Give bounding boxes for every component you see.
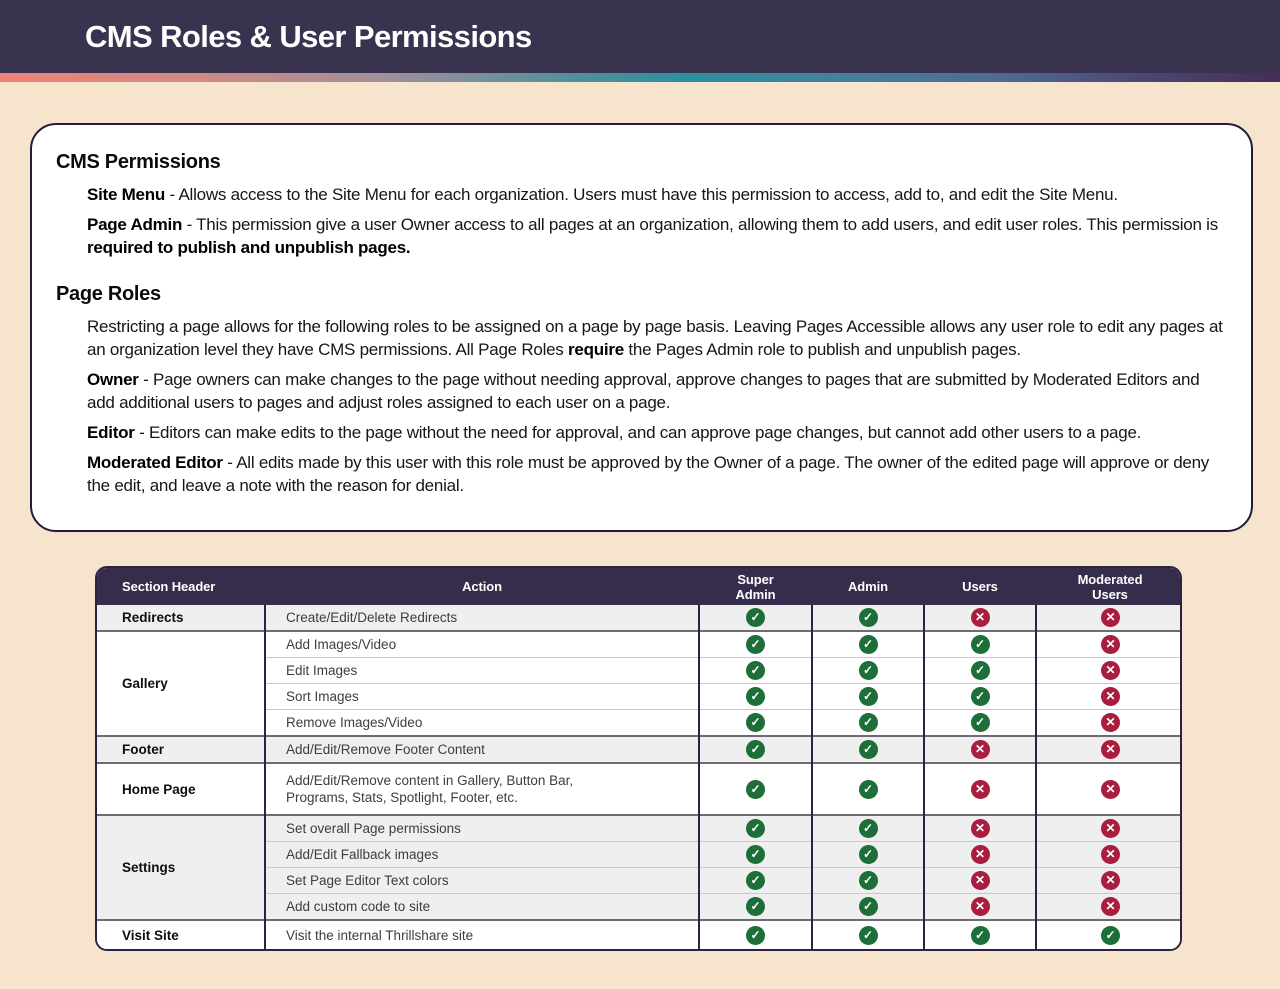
check-circle-icon: ✓ [746,661,765,680]
action-cell: Create/Edit/Delete Redirects [265,605,699,631]
check-circle-icon: ✓ [859,661,878,680]
permission-cell [699,868,812,894]
permission-cell [1036,736,1182,763]
x-circle-icon: ✕ [1101,608,1120,627]
permission-cell [812,658,924,684]
check-circle-icon: ✓ [746,819,765,838]
permission-cell [812,736,924,763]
permission-cell [699,920,812,949]
section-header-cell: Settings [97,815,265,920]
permission-cell [699,658,812,684]
permission-cell [812,631,924,658]
x-circle-icon: ✕ [1101,635,1120,654]
table-row [97,815,1182,842]
permission-cell [699,736,812,763]
column-header: Action [265,568,699,605]
permission-cell [924,736,1036,763]
permission-cell [812,815,924,842]
check-circle-icon: ✓ [859,635,878,654]
check-circle-icon: ✓ [859,871,878,890]
table-row [97,920,1182,949]
permission-cell [699,815,812,842]
action-cell: Set Page Editor Text colors [265,868,699,894]
permission-cell [924,710,1036,737]
card-section-heading: Page Roles [56,283,161,305]
section-header-cell: Redirects [97,605,265,631]
card-paragraph: Editor - Editors can make edits to the page without the need for approval, and can approve page changes, but cannot add other users to a page. [87,423,1142,442]
gradient-divider [0,73,1280,82]
permission-cell [1036,710,1182,737]
check-circle-icon: ✓ [746,845,765,864]
info-card [30,123,1253,532]
action-cell: Add Images/Video [265,631,699,658]
card-paragraph: Owner - Page owners can make changes to the page without needing approval, approve changes to pages that are submitted by Moderated Editors and add additional users to pages and adjust roles assigned to each user on a page. [87,370,1200,412]
permission-cell [924,763,1036,815]
x-circle-icon: ✕ [1101,819,1120,838]
permission-cell [924,815,1036,842]
x-circle-icon: ✕ [971,871,990,890]
permission-cell [1036,815,1182,842]
x-circle-icon: ✕ [1101,845,1120,864]
action-cell: Remove Images/Video [265,710,699,737]
permission-cell [1036,605,1182,631]
x-circle-icon: ✕ [1101,661,1120,680]
permission-cell [699,842,812,868]
x-circle-icon: ✕ [971,740,990,759]
check-circle-icon: ✓ [859,845,878,864]
permissions-table [97,568,1182,949]
section-header-cell: Gallery [97,631,265,736]
action-cell: Visit the internal Thrillshare site [265,920,699,949]
card-section-heading: CMS Permissions [56,151,221,173]
x-circle-icon: ✕ [971,608,990,627]
table-row [97,631,1182,658]
permission-cell [1036,920,1182,949]
x-circle-icon: ✕ [971,780,990,799]
action-cell: Add/Edit/Remove Footer Content [265,736,699,763]
action-cell: Edit Images [265,658,699,684]
x-circle-icon: ✕ [1101,687,1120,706]
check-circle-icon: ✓ [971,926,990,945]
permission-cell [1036,868,1182,894]
section-header-cell: Home Page [97,763,265,815]
check-circle-icon: ✓ [746,635,765,654]
permission-cell [924,631,1036,658]
check-circle-icon: ✓ [859,897,878,916]
permission-cell [1036,631,1182,658]
permission-cell [924,868,1036,894]
x-circle-icon: ✕ [1101,780,1120,799]
column-header: Admin [812,568,924,605]
permission-cell [924,920,1036,949]
table-row [97,605,1182,631]
permission-cell [1036,763,1182,815]
check-circle-icon: ✓ [971,661,990,680]
permission-cell [699,684,812,710]
x-circle-icon: ✕ [1101,897,1120,916]
check-circle-icon: ✓ [746,740,765,759]
permission-cell [924,605,1036,631]
check-circle-icon: ✓ [859,926,878,945]
check-circle-icon: ✓ [746,713,765,732]
permission-cell [812,710,924,737]
permission-cell [699,894,812,921]
permission-cell [699,605,812,631]
check-circle-icon: ✓ [971,713,990,732]
check-circle-icon: ✓ [746,780,765,799]
card-paragraph: Page Admin - This permission give a user Owner access to all pages at an organization, allowing them to add users, and edit user roles. This permission is required to publish and unpublish pages. [87,215,1218,257]
table-row [97,736,1182,763]
check-circle-icon: ✓ [859,713,878,732]
page-title: CMS Roles & User Permissions [85,18,532,54]
permission-cell [812,894,924,921]
permission-cell [924,684,1036,710]
check-circle-icon: ✓ [859,740,878,759]
permission-cell [1036,658,1182,684]
permission-cell [812,684,924,710]
column-header: Users [924,568,1036,605]
check-circle-icon: ✓ [859,687,878,706]
x-circle-icon: ✕ [971,819,990,838]
permission-cell [812,605,924,631]
check-circle-icon: ✓ [746,926,765,945]
check-circle-icon: ✓ [859,819,878,838]
permission-cell [812,763,924,815]
permission-cell [1036,684,1182,710]
column-header: Super Admin [699,568,812,605]
permission-cell [1036,842,1182,868]
table-body [97,605,1182,949]
x-circle-icon: ✕ [1101,713,1120,732]
table-header-row [97,568,1182,605]
x-circle-icon: ✕ [1101,871,1120,890]
table-row [97,763,1182,815]
permission-cell [699,763,812,815]
column-header: Moderated Users [1036,568,1182,605]
card-paragraph: Site Menu - Allows access to the Site Menu for each organization. Users must have this permission to access, add to, and edit the Site Menu. [87,185,1118,204]
card-paragraph: Moderated Editor - All edits made by this user with this role must be approved by the Owner of a page. The owner of the edited page will approve or deny the edit, and leave a note with the reason for denial. [87,453,1210,495]
permission-cell [699,710,812,737]
action-cell: Add/Edit Fallback images [265,842,699,868]
check-circle-icon: ✓ [859,780,878,799]
page-header-bar [0,0,1280,73]
permission-cell [924,658,1036,684]
permission-cell [812,868,924,894]
check-circle-icon: ✓ [746,897,765,916]
card-paragraph: Restricting a page allows for the following roles to be assigned on a page by page basis. Leaving Pages Accessible allows any user role to edit any pages at an organization level they have CMS permissions. All Page Roles require the Pages Admin role to publish and unpublish pages. [87,317,1223,359]
permission-cell [812,920,924,949]
action-cell: Sort Images [265,684,699,710]
check-circle-icon: ✓ [746,871,765,890]
action-cell: Add/Edit/Remove content in Gallery, Button Bar, Programs, Stats, Spotlight, Footer, etc. [265,763,699,815]
section-header-cell: Footer [97,736,265,763]
action-cell: Set overall Page permissions [265,815,699,842]
permission-cell [924,842,1036,868]
check-circle-icon: ✓ [746,608,765,627]
table-header [97,568,1182,605]
check-circle-icon: ✓ [859,608,878,627]
permission-cell [924,894,1036,921]
check-circle-icon: ✓ [746,687,765,706]
permission-cell [699,631,812,658]
check-circle-icon: ✓ [971,687,990,706]
x-circle-icon: ✕ [971,897,990,916]
check-circle-icon: ✓ [971,635,990,654]
action-cell: Add custom code to site [265,894,699,921]
permissions-table-container [95,566,1182,951]
column-header: Section Header [97,568,265,605]
x-circle-icon: ✕ [1101,740,1120,759]
x-circle-icon: ✕ [971,845,990,864]
permission-cell [812,842,924,868]
permission-cell [1036,894,1182,921]
section-header-cell: Visit Site [97,920,265,949]
check-circle-icon: ✓ [1101,926,1120,945]
